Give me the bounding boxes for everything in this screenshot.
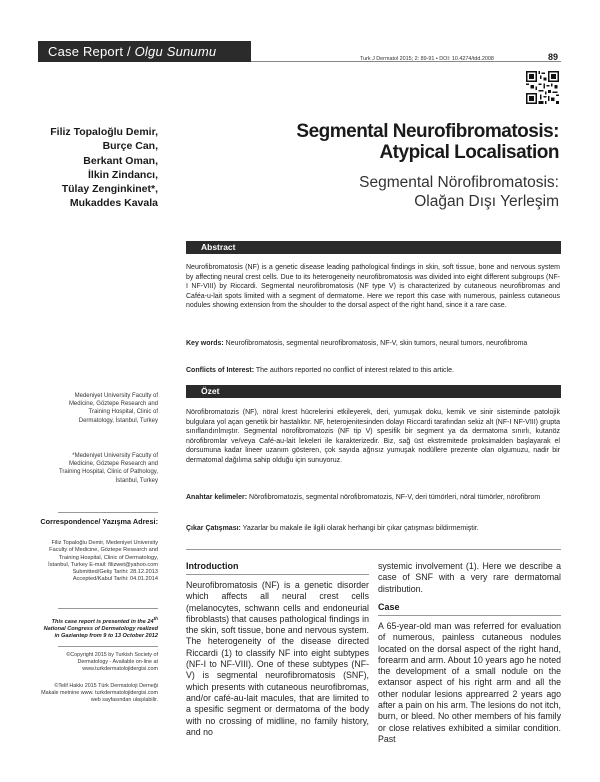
ozet-heading: Özet [186, 385, 561, 398]
section-banner [38, 41, 251, 62]
side-divider [58, 512, 158, 513]
author-name: Tülay Zenginkinet*, [61, 183, 158, 196]
author-name: Filiz Topaloğlu Demir, [50, 126, 158, 138]
conflict-text: The authors reported no conflict of interest related to this article. [254, 367, 454, 374]
ozet-conflict [186, 524, 560, 534]
column-divider [186, 574, 369, 575]
introduction-body: Neurofibromatosis (NF) is a genetic disorder which affects all neural crest cells (melanocytes, schwann cells and endoneurial fibroblasts) that causes pathological findings in the skin, soft tissue, bone and nervous system. The heterogeneity of the disease directed Riccardi (1) to classify NF into eight subtypes (NF-I to NF-VIII). One of these subtypes (NF-V) is segmental neurofibromatosis (SNF), which presents with cutaneous neurofibromas, and/or café-au-lait macules, that are limited to a spesific segment or dermatoma of the body with no crossing of midline, no family history, and no [186, 580, 369, 737]
article-title-en [259, 121, 559, 163]
column-divider [378, 615, 561, 616]
author-name: Berkant Oman, [83, 154, 158, 167]
keywords-text: Neurofibromatosis, segmental neurofibromatosis, NF-V, skin tumors, neural tumors, neurofibroma [223, 340, 528, 347]
introduction-heading: Introduction [186, 561, 239, 571]
article-title-tr [259, 173, 559, 211]
keywords-label: Key words: [186, 340, 224, 347]
section-separator: / [123, 44, 135, 59]
ozet-body: Nörofibromatozis (NF), nöral krest hücrelerini etkileyerek, deri, yumuşak doku, kemik ve sinir sisteminde patolojik bulgulara yol açan genetik bir hastalıktır. NF, heterojenitesinden dolayı Riccardi tarafından sekiz alt (NF-I NF-VIII) grupta sınıflandırılmıştır. Segmental nörofibromatozis (NF tip V) spesifik bir segment ya da dermatoma sınırlı, kutanöz nörofibromlar ve/veya Café-au-lait lekeleri ile karakterizedir. Biz, sağ üst ekstremitede proksimalden başlayarak el dorsumuna kadar lineer uzanım gösteren, çok sayıda ağrısız yumuşak nodüllere prezente olan olgumuzu, nadir bir dermatomal dağılıma sahip olduğu için sunuyoruz. [186, 409, 560, 464]
section-label-en: Case Report [48, 44, 124, 59]
section-label-tr: Olgu Sunumu [134, 44, 217, 59]
qr-code-icon[interactable] [526, 71, 559, 104]
title-en-line: Atypical Localisation [379, 142, 559, 163]
keywords-text: Nörofibromatozis, segmental nörofibromatozis, NF-V, deri tümörleri, nöral tümörler, nörofibrom [247, 494, 541, 501]
correspondence-heading: Correspondence/ Yazışma Adresi: [40, 517, 158, 526]
introduction-continuation: systemic involvement (1). Here we describe a case of SNF with a very rare dermatomal distribution. [378, 561, 561, 594]
conflict-label: Conflicts of Interest: [186, 367, 255, 374]
author-name: İlkin Zindancı, [87, 168, 158, 181]
presentation-note-text: This case report is presented in the 24 [51, 618, 154, 625]
page-number: 89 [548, 52, 559, 62]
copyright-en: ©Copyright 2015 by Turkish Society of Dermatology - Available on-line at www.turkdermatolojidergisi.com [66, 652, 158, 672]
abstract-conflict [186, 366, 560, 376]
copyright-tr: ©Telif Hakkı 2015 Türk Dermatoloji Derneği Makale metnine www. turkdermatolojidergisi.com web sayfasından ulaşılabilir. [41, 683, 158, 703]
title-tr-line: Segmental Nörofibromatosis: [359, 174, 559, 191]
title-tr-line: Olağan Dışı Yerleşim [414, 193, 559, 210]
case-body: A 65-year-old man was referred for evaluation of numerous, painless cutaneous nodules located on the dorsal aspect of the right hand, forearm and arm. About 10 years ago he noted the development of a small nodule on the extansor aspect of his right arm and all the other nodular lesions apprearred 2 years ago after a pain on his arm. The lesions do not itch, burn, or bleed. No other members of his family or close relatives exhibited a similar condition. Past [378, 621, 561, 744]
presentation-note [40, 615, 158, 641]
conflict-label: Çıkar Çatışması: [186, 525, 241, 532]
conflict-text: Yazarlar bu makale ile ilgili olarak herhangi bir çıkar çatışması bildirmemiştir. [240, 525, 479, 532]
journal-citation: Turk J Dermatol 2015; 2: 89-91 • DOI: 10.4274/tdd.2008 [360, 56, 494, 62]
title-en-line: Segmental Neurofibromatosis: [296, 121, 559, 142]
keywords-label: Anahtar kelimeler: [186, 494, 248, 501]
case-heading: Case [378, 602, 400, 612]
author-name: Mukaddes Kavala [69, 197, 158, 210]
author-list [20, 125, 158, 211]
abstract-body: Neurofibromatosis (NF) is a genetic disease leading pathological findings in skin, soft tissue, bone and nervous system by affecting neural crest cells. Due to its heterogeneity neurofibromatosis was divided into eight different subgroups (NF-I NF-VIII) by Riccardi. Segmental neurofibromatosis (NF type V) is characterized by cutaneous neurofibromas and Caféa-u-lait spots limited with a segment of dermatome. Here we report this case with numerous, painless cutaneous nodules showing extension from the shoulder to the dorsal aspect of the right hand, since it a rare case. [186, 264, 560, 309]
ozet-keywords [186, 493, 560, 503]
abstract-heading: Abstract [186, 241, 561, 254]
author-name: Burçe Can, [102, 140, 158, 153]
side-divider [58, 646, 158, 647]
presentation-note-text: National Congress of Dermatology realized in Gaziantep from 9 to 13 October 2012 [43, 626, 158, 640]
abstract-keywords [186, 339, 560, 349]
section-divider [186, 549, 561, 550]
affiliation-1: Medeniyet University Faculty of Medicine, Göztepe Research and Training Hospital, Clinic of Dermatology, İstanbul, Turkey [68, 393, 158, 424]
correspondence-body: Filiz Topaloğlu Demir, Medeniyet University Faculty of Medicine, Göztepe Research and Training Hospital, Clinic of Dermatology, İstanbul, Turkey E-mail: filizwet@yahoo.com Submitted/Geliş Tarihi: 28.12.2013 Accepted/Kabul Tarihi: 04.01.2014 [48, 540, 158, 583]
presentation-note-sup: th [153, 616, 158, 621]
side-divider [58, 608, 158, 609]
affiliation-2: *Medeniyet University Faculty of Medicine, Göztepe Research and Training Hospital, Clinic of Pathology, İstanbul, Turkey [58, 453, 158, 484]
